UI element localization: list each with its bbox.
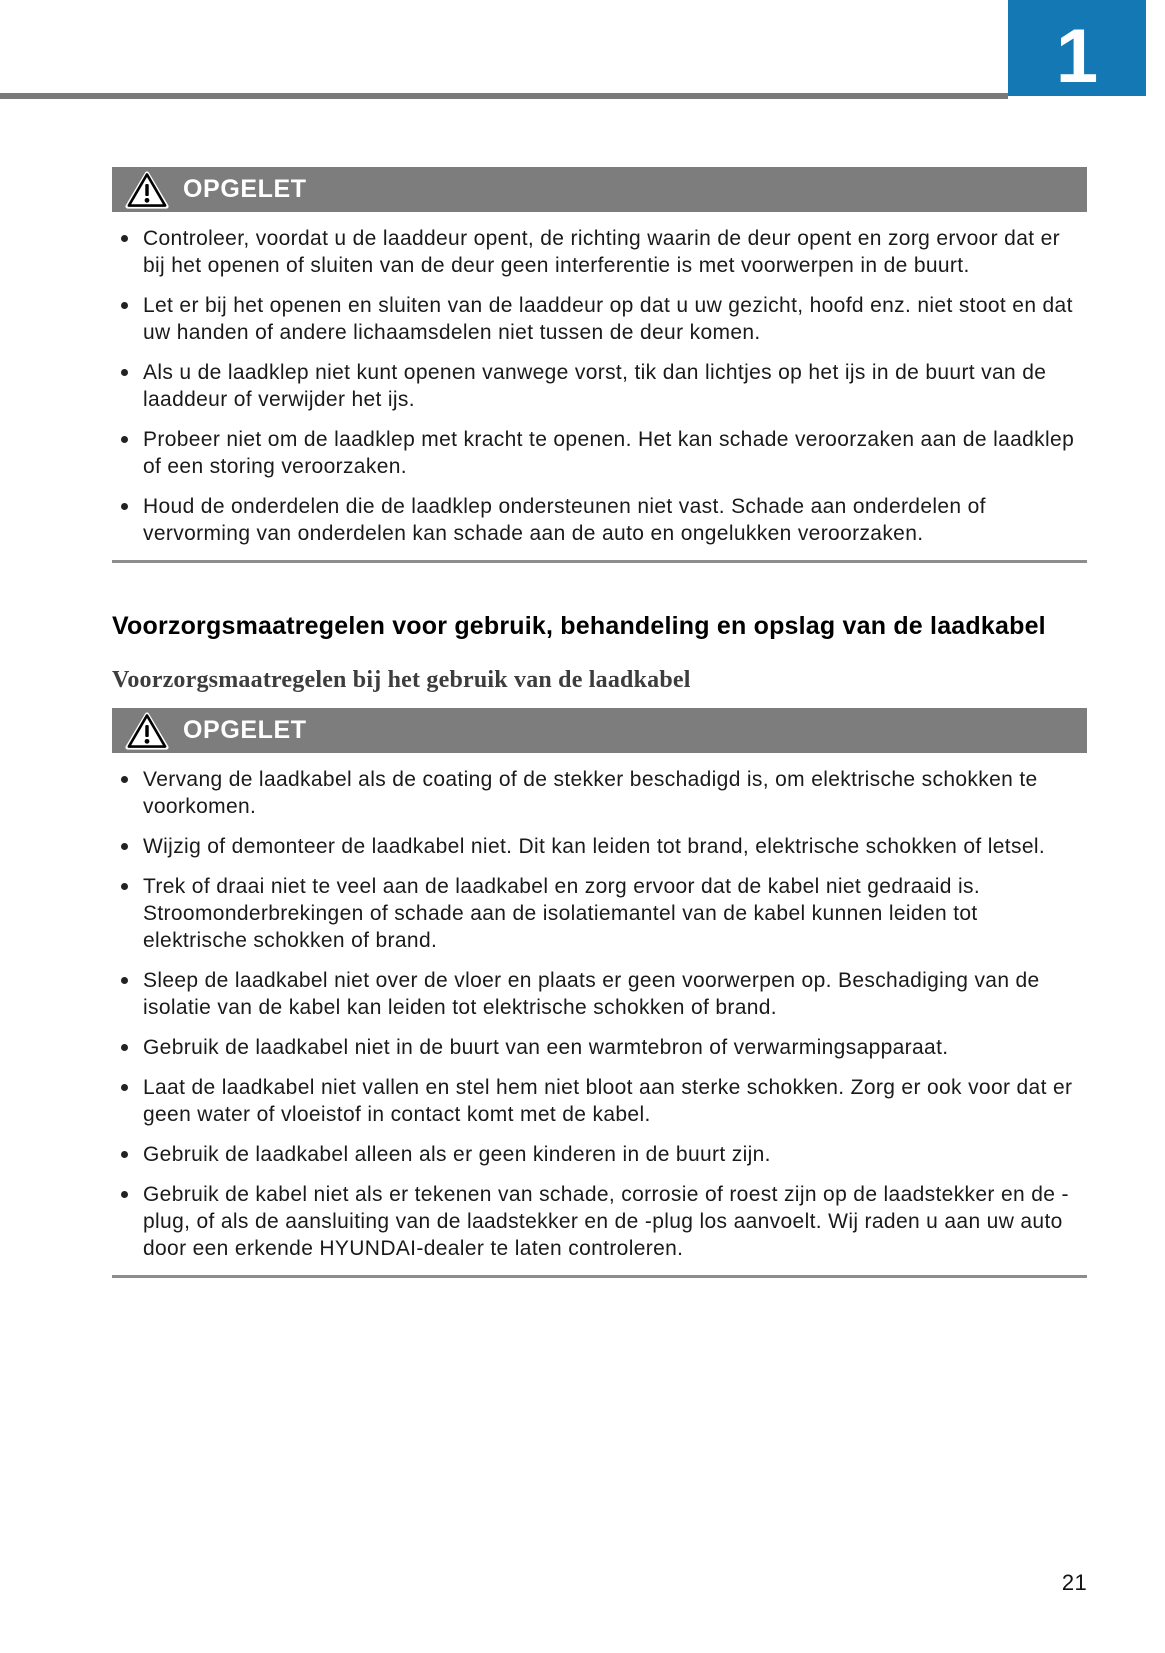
list-item: Gebruik de kabel niet als er tekenen van schade, corrosie of roest zijn op de laadstekker en de -plug, of als de aansluiting van de laadstekker en de -plug los aanvoelt. Wij raden u aan uw auto door een erkende HYUNDAI-dealer te laten controleren. <box>112 1181 1087 1262</box>
content-column <box>112 167 1087 1278</box>
section-subheading: Voorzorgsmaatregelen bij het gebruik van de laadkabel <box>112 667 691 693</box>
warning-list-2 <box>112 766 1087 1262</box>
list-item: Wijzig of demonteer de laadkabel niet. Dit kan leiden tot brand, elektrische schokken of letsel. <box>112 833 1087 860</box>
warning-header-2 <box>112 708 1087 753</box>
page-number: 21 <box>1061 1570 1087 1595</box>
list-item: Laat de laadkabel niet vallen en stel hem niet bloot aan sterke schokken. Zorg er ook voor dat er geen water of vloeistof in contact komt met de kabel. <box>112 1074 1087 1128</box>
list-item: Probeer niet om de laadklep met kracht te openen. Het kan schade veroorzaken aan de laadklep of een storing veroorzaken. <box>112 426 1087 480</box>
list-item: Houd de onderdelen die de laadklep ondersteunen niet vast. Schade aan onderdelen of vervorming van onderdelen kan schade aan de auto en ongelukken veroorzaken. <box>112 493 1087 547</box>
chapter-tab <box>1008 0 1146 99</box>
list-item: Gebruik de laadkabel niet in de buurt van een warmtebron of verwarmingsapparaat. <box>112 1034 1087 1061</box>
header-rule <box>0 93 1008 99</box>
list-item: Trek of draai niet te veel aan de laadkabel en zorg ervoor dat de kabel niet gedraaid is. Stroomonderbrekingen of schade aan de isolatiemantel van de kabel kunnen leiden tot elektrische schokken of brand. <box>112 873 1087 954</box>
warning-triangle-icon <box>125 712 169 750</box>
chapter-number: 1 <box>1055 13 1099 99</box>
list-item: Gebruik de laadkabel alleen als er geen kinderen in de buurt zijn. <box>112 1141 1087 1168</box>
warning-triangle-icon <box>125 171 169 209</box>
list-item: Controleer, voordat u de laaddeur opent, de richting waarin de deur opent en zorg ervoor dat er bij het openen of sluiten van de deur geen interferentie is met voorwerpen in de buurt. <box>112 225 1087 279</box>
warning-header-1 <box>112 167 1087 212</box>
section-divider <box>112 560 1087 563</box>
warning-title: OPGELET <box>183 716 307 744</box>
warning-list-1 <box>112 225 1087 547</box>
list-item: Als u de laadklep niet kunt openen vanwege vorst, tik dan lichtjes op het ijs in de buurt van de laaddeur of verwijder het ijs. <box>112 359 1087 413</box>
list-item: Let er bij het openen en sluiten van de laaddeur op dat u uw gezicht, hoofd enz. niet stoot en dat uw handen of andere lichaamsdelen niet tussen de deur komen. <box>112 292 1087 346</box>
section-heading: Voorzorgsmaatregelen voor gebruik, behandeling en opslag van de laadkabel <box>112 612 1046 640</box>
warning-title: OPGELET <box>183 175 307 203</box>
list-item: Vervang de laadkabel als de coating of de stekker beschadigd is, om elektrische schokken te voorkomen. <box>112 766 1087 820</box>
list-item: Sleep de laadkabel niet over de vloer en plaats er geen voorwerpen op. Beschadiging van de isolatie van de kabel kan leiden tot elektrische schokken of brand. <box>112 967 1087 1021</box>
section-divider <box>112 1275 1087 1278</box>
